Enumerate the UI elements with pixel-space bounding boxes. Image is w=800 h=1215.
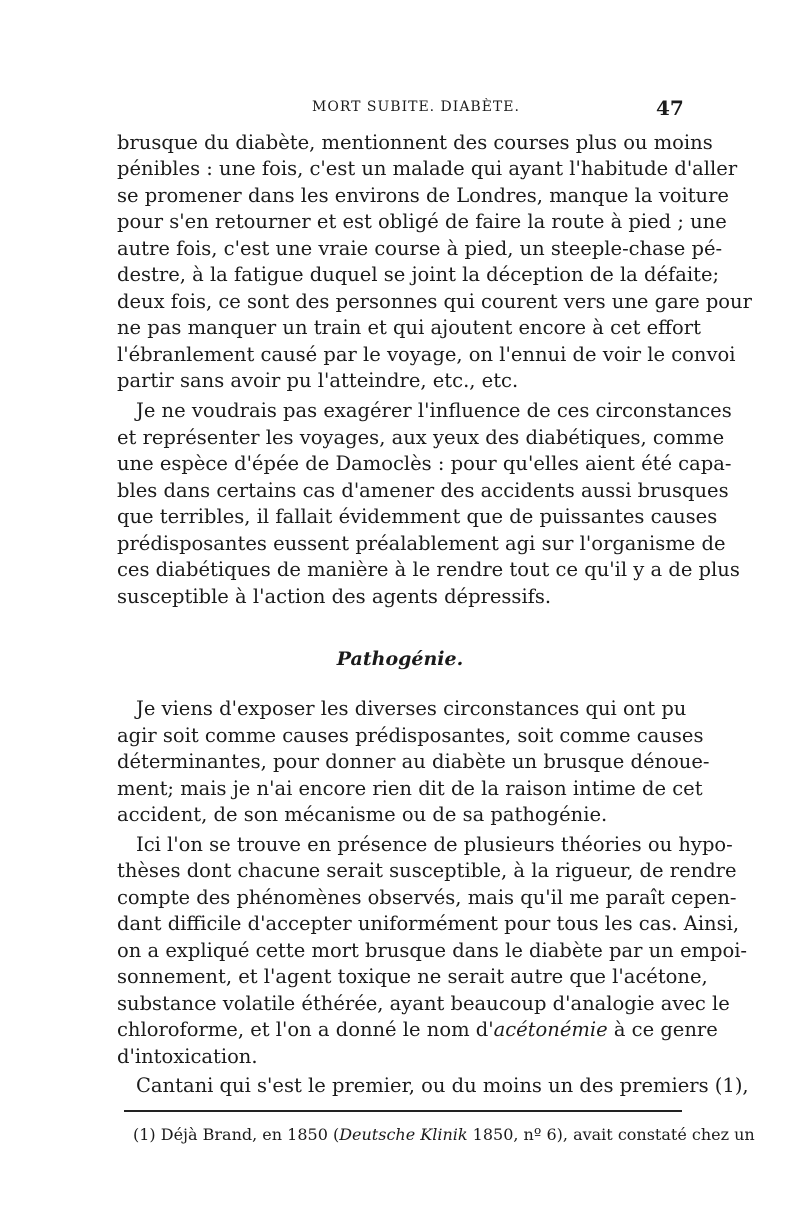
text-line: thèses dont chacune serait susceptible, à la rigueur, de rendre — [117, 859, 737, 882]
footnote-text: 1850, nº 6), avait constaté chez un — [467, 1125, 755, 1144]
text-line: autre fois, c'est une vraie course à pied, un steeple-chase pé- — [117, 237, 723, 260]
footnote-text: (1) Déjà Brand, en 1850 ( — [133, 1125, 340, 1144]
text-line: substance volatile éthérée, ayant beaucoup d'analogie avec le — [117, 992, 730, 1015]
running-title: MORT SUBITE. DIABÈTE. — [312, 99, 520, 115]
text-line: ment; mais je n'ai encore rien dit de la raison intime de cet — [117, 777, 703, 800]
text-line: compte des phénomènes observés, mais qu'il me paraît cepen- — [117, 886, 737, 909]
text-line: pour s'en retourner et est obligé de faire la route à pied ; une — [117, 210, 727, 233]
text-run: à ce genre — [607, 1018, 718, 1041]
page-number: 47 — [656, 96, 684, 120]
text-line: deux fois, ce sont des personnes qui courent vers une gare pour — [117, 290, 752, 313]
text-line: accident, de son mécanisme ou de sa pathogénie. — [117, 803, 608, 826]
text-line — [117, 1017, 718, 1043]
text-line: brusque du diabète, mentionnent des courses plus ou moins — [117, 131, 713, 154]
footnote-journal: Deutsche Klinik — [339, 1125, 468, 1144]
text-line: susceptible à l'action des agents dépressifs. — [117, 585, 552, 608]
text-line: que terribles, il fallait évidemment que de puissantes causes — [117, 505, 718, 528]
text-line: ces diabétiques de manière à le rendre tout ce qu'il y a de plus — [117, 558, 740, 581]
text-line: partir sans avoir pu l'atteindre, etc., etc. — [117, 369, 519, 392]
text-line: Ici l'on se trouve en présence de plusieurs théories ou hypo- — [136, 833, 733, 856]
text-line: d'intoxication. — [117, 1045, 258, 1068]
italic-term: acétonémie — [493, 1018, 608, 1041]
text-line: l'ébranlement causé par le voyage, on l'ennui de voir le convoi — [117, 343, 736, 366]
text-line: prédisposantes eussent préalablement agi sur l'organisme de — [117, 532, 726, 555]
text-line: déterminantes, pour donner au diabète un brusque dénoue- — [117, 750, 710, 773]
text-line: une espèce d'épée de Damoclès : pour qu'elles aient été capa- — [117, 452, 732, 475]
text-line: se promener dans les environs de Londres, manque la voiture — [117, 184, 729, 207]
text-line: bles dans certains cas d'amener des accidents aussi brusques — [117, 479, 729, 502]
text-run: chloroforme, et l'on a donné le nom d' — [117, 1018, 494, 1041]
text-line: Cantani qui s'est le premier, ou du moins un des premiers (1), — [136, 1074, 749, 1097]
text-line: agir soit comme causes prédisposantes, soit comme causes — [117, 724, 704, 747]
footnote — [133, 1124, 755, 1146]
text-line: Je ne voudrais pas exagérer l'influence de ces circonstances — [136, 399, 732, 422]
text-line: destre, à la fatigue duquel se joint la déception de la défaite; — [117, 263, 720, 286]
text-line: ne pas manquer un train et qui ajoutent encore à cet effort — [117, 316, 701, 339]
text-line: et représenter les voyages, aux yeux des diabétiques, comme — [117, 426, 725, 449]
footnote-rule — [124, 1110, 682, 1112]
text-line: on a expliqué cette mort brusque dans le diabète par un empoi- — [117, 939, 748, 962]
text-line: Je viens d'exposer les diverses circonstances qui ont pu — [136, 697, 687, 720]
text-line: pénibles : une fois, c'est un malade qui ayant l'habitude d'aller — [117, 157, 738, 180]
text-line: dant difficile d'accepter uniformément pour tous les cas. Ainsi, — [117, 912, 740, 935]
section-heading: Pathogénie. — [336, 648, 464, 670]
text-line: sonnement, et l'agent toxique ne serait autre que l'acétone, — [117, 965, 708, 988]
